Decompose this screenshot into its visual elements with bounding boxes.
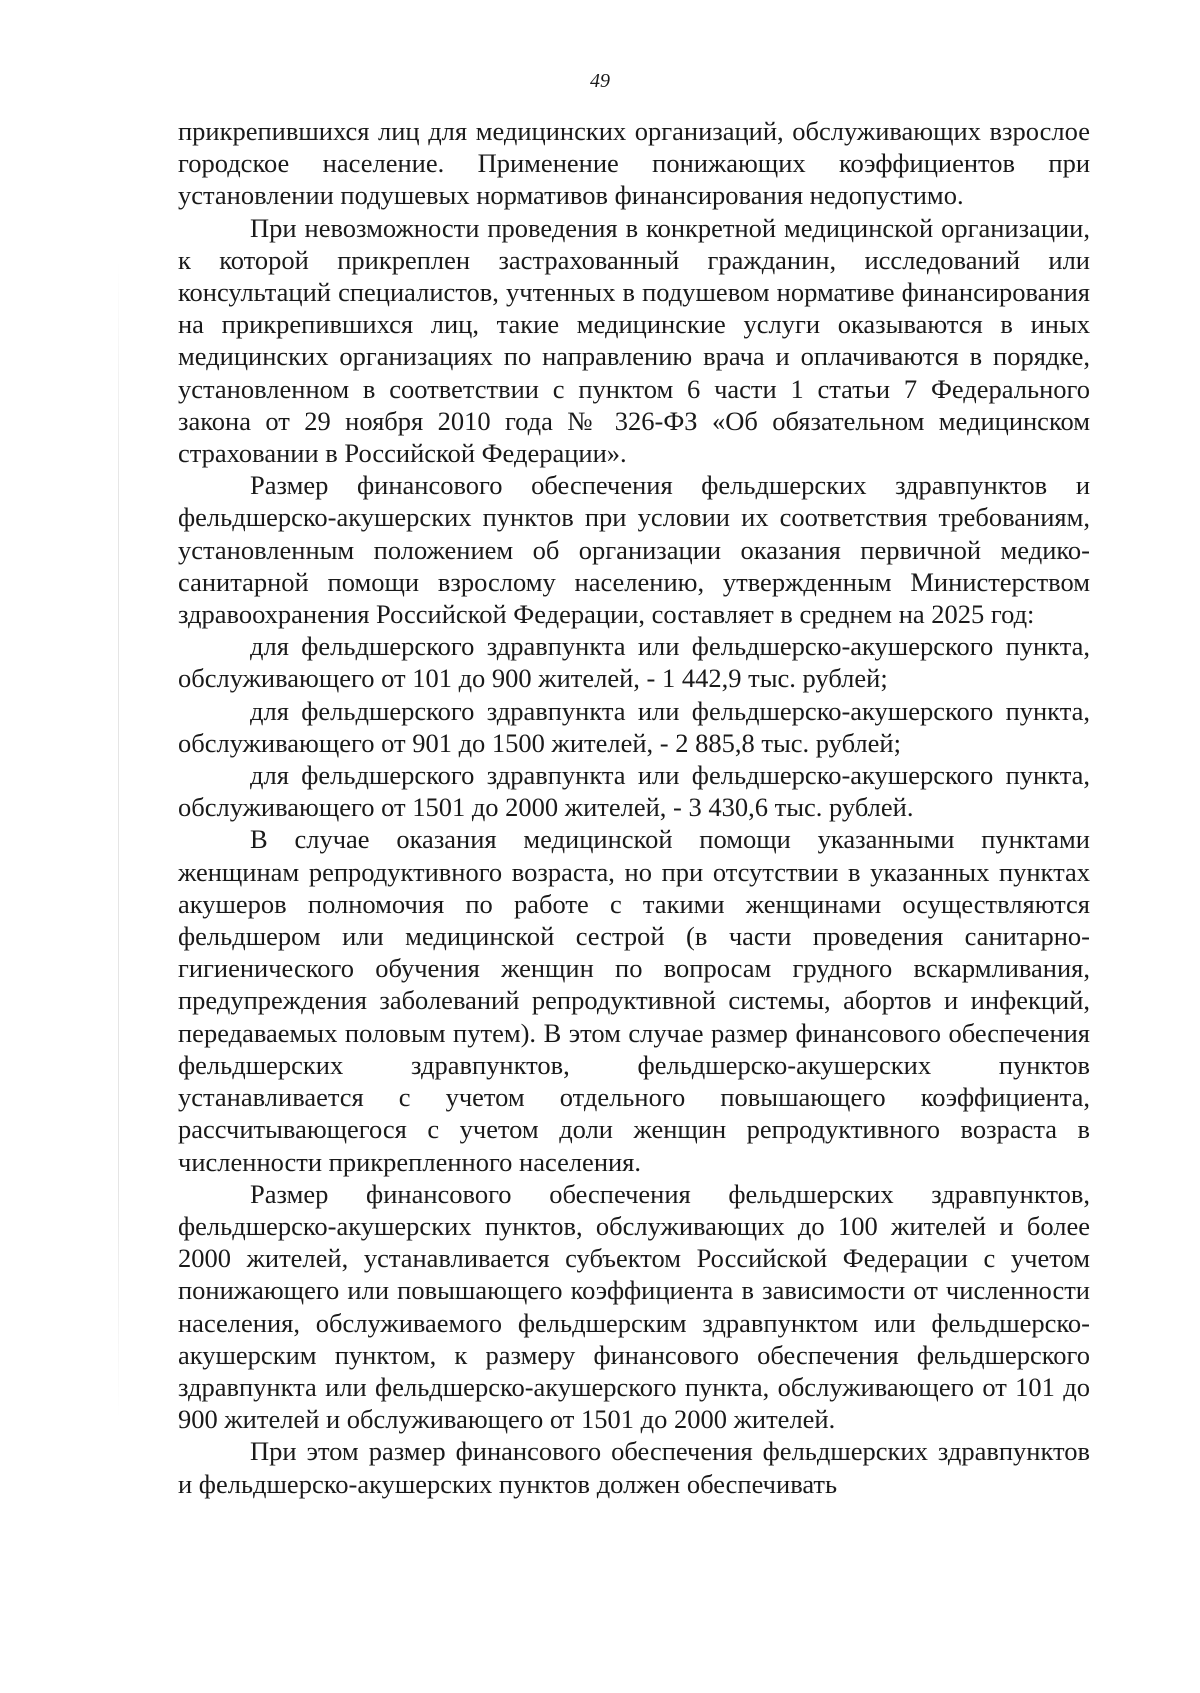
paragraph-coefficient: Размер финансового обеспечения фельдшерских здравпунктов, фельдшерско-акушерских пунктов, обслуживающих до 100 жителей и более 2000 жителей, устанавливается субъектом Российской Федерации с учетом понижающего или повышающего коэффициента в зависимости от численности населения, обслуживаемого фельдшерским здравпунктом или фельдшерско-акушерским пунктом, к размеру финансового обеспечения фельдшерского здравпункта или фельдшерско-акушерского пункта, обслуживающего от 101 до 900 жителей и обслуживающего от 1501 до 2000 жителей.: [178, 1178, 1090, 1435]
paragraph-continuation: прикрепившихся лиц для медицинских организаций, обслуживающих взрослое городское население. Применение понижающих коэффициентов при установлении подушевых нормативов финансирования недопустимо.: [178, 116, 1090, 211]
list-item-funding-101-900: для фельдшерского здравпункта или фельдшерско-акушерского пункта, обслуживающего от 101 до 900 жителей, - 1 442,9 тыс. рублей;: [178, 631, 1090, 694]
paragraph-funding-size: Размер финансового обеспечения фельдшерских здравпунктов и фельдшерско-акушерских пунктов при условии их соответствия требованиям, установленным положением об организации оказания первичной медико-санитарной помощи взрослому населению, утвержденным Министерством здравоохранения Российской Федерации, составляет в среднем на 2025 год:: [178, 470, 1090, 630]
document-body: [178, 115, 1090, 1500]
paragraph-final: При этом размер финансового обеспечения фельдшерских здравпунктов и фельдшерско-акушерских пунктов должен обеспечивать: [178, 1436, 1090, 1499]
list-item-funding-1501-2000: для фельдшерского здравпункта или фельдшерско-акушерского пункта, обслуживающего от 1501 до 2000 жителей, - 3 430,6 тыс. рублей.: [178, 760, 1090, 823]
page-number: 49: [590, 70, 610, 92]
scan-shadow-line: [118, 260, 119, 1420]
paragraph-reproductive-age: В случае оказания медицинской помощи указанными пунктами женщинам репродуктивного возраста, но при отсутствии в указанных пунктах акушеров полномочия по работе с такими женщинами осуществляются фельдшером или медицинской сестрой (в части проведения санитарно-гигиенического обучения женщин по вопросам грудного вскармливания, предупреждения заболеваний репродуктивной системы, абортов и инфекций, передаваемых половым путем). В этом случае размер финансового обеспечения фельдшерских здравпунктов, фельдшерско-акушерских пунктов устанавливается с учетом отдельного повышающего коэффициента, рассчитывающегося с учетом доли женщин репродуктивного возраста в численности прикрепленного населения.: [178, 824, 1090, 1177]
paragraph-research-referral: При невозможности проведения в конкретной медицинской организации, к которой прикреплен застрахованный гражданин, исследований или консультаций специалистов, учтенных в подушевом нормативе финансирования на прикрепившихся лиц, такие медицинские услуги оказываются в иных медицинских организациях по направлению врача и оплачиваются в порядке, установленном в соответствии с пунктом 6 части 1 статьи 7 Федерального закона от 29 ноября 2010 года № 326-ФЗ «Об обязательном медицинском страховании в Российской Федерации».: [178, 212, 1090, 469]
list-item-funding-901-1500: для фельдшерского здравпункта или фельдшерско-акушерского пункта, обслуживающего от 901 до 1500 жителей, - 2 885,8 тыс. рублей;: [178, 695, 1090, 758]
